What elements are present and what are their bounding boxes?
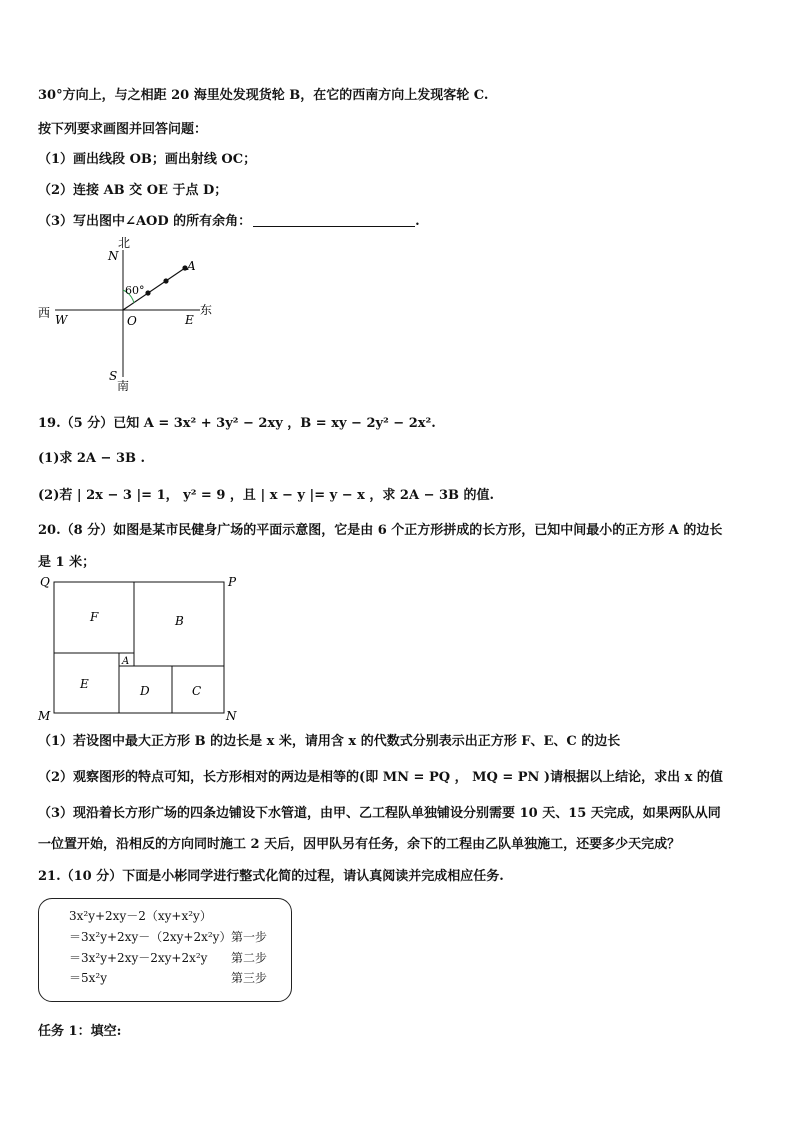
q19-part1: (1)求 2A − 3B .: [38, 451, 146, 466]
q20-part3-line2: 一位置开始，沿相反的方向同时施工 2 天后，因甲队另有任务，余下的工程由乙队单独施工，还要多少天完成？: [38, 837, 681, 852]
step-label: 第一步: [231, 930, 268, 944]
label-e: E: [80, 677, 89, 691]
label-n: N: [226, 709, 237, 723]
point-on-oa: [163, 278, 168, 283]
q21-stem: 21.（10 分）下面是小彬同学进行整式化简的过程，请认真阅读并完成相应任务.: [38, 869, 504, 884]
label-angle: 60°: [125, 284, 145, 297]
step-expression: ＝5x²y: [69, 971, 107, 985]
answer-blank: [253, 214, 415, 227]
q20-part1: （1）若设图中最大正方形 B 的边长是 x 米，请用含 x 的代数式分别表示出正方形 F、E、C 的边长: [38, 734, 621, 749]
q19-part2: (2)若 | 2x − 3 |= 1， y² = 9 ，且 | x − y |= y − x ，求 2A − 3B 的值.: [38, 488, 495, 503]
label-m: M: [38, 709, 51, 723]
compass-figure: [30, 232, 230, 397]
q21-task1: 任务 1：填空:: [38, 1024, 122, 1039]
q20-stem-line2: 是 1 米；: [38, 555, 96, 570]
label-b: B: [175, 614, 184, 628]
q20-part3-line1: （3）现沿着长方形广场的四条边铺设下水管道，由甲、乙工程队单独铺设分别需要 10 天、15 天完成，如果两队从同: [38, 806, 721, 821]
q18-part3-text: （3）写出图中∠AOD 的所有余角：: [38, 214, 252, 229]
q18-stem-continued: 30°方向上，与之相距 20 海里处发现货轮 B，在它的西南方向上发现客轮 C.: [38, 88, 489, 103]
step-expression: ＝3x²y+2xy－（2xy+2x²y）: [69, 930, 232, 944]
label-o: O: [127, 314, 137, 328]
q18-instruction: 按下列要求画图并回答问题：: [38, 122, 208, 137]
label-c: C: [192, 684, 202, 698]
label-north-cn: 北: [118, 236, 131, 250]
label-a: A: [187, 259, 196, 273]
label-n: N: [108, 249, 119, 263]
q20-part2: （2）观察图形的特点可知，长方形相对的两边是相等的(即 MN = PQ ， MQ = PN )请根据以上结论，求出 x 的值: [38, 770, 723, 785]
label-e: E: [185, 313, 194, 327]
label-w: W: [55, 313, 68, 327]
label-p: P: [228, 575, 237, 589]
q18-part3: [38, 210, 420, 229]
simplification-box: [38, 898, 292, 1002]
rectangle-figure: [35, 573, 245, 723]
point-on-oa: [145, 290, 150, 295]
q20-stem-line1: 20.（8 分）如图是某市民健身广场的平面示意图，它是由 6 个正方形拼成的长方形，已知中间最小的正方形 A 的边长: [38, 523, 723, 538]
label-s: S: [109, 369, 118, 383]
label-a: A: [122, 656, 130, 667]
label-south-cn: 南: [117, 379, 130, 393]
label-q: Q: [40, 575, 50, 589]
step-label: 第三步: [231, 971, 268, 985]
q18-part2: （2）连接 AB 交 OE 于点 D；: [38, 183, 228, 198]
label-f: F: [90, 610, 99, 624]
label-west-cn: 西: [38, 306, 51, 320]
q18-part3-end: .: [415, 214, 420, 229]
step-expression: ＝3x²y+2xy－2xy+2x²y: [69, 951, 208, 965]
step-expression: 3x²y+2xy－2（xy+x²y）: [69, 909, 212, 923]
label-east-cn: 东: [200, 303, 213, 317]
step-label: 第二步: [231, 951, 268, 965]
label-d: D: [140, 684, 150, 698]
q18-part1: （1）画出线段 OB；画出射线 OC；: [38, 152, 257, 167]
q19-stem: 19.（5 分）已知 A = 3x² + 3y² − 2xy ，B = xy − 2y² − 2x².: [38, 416, 436, 431]
